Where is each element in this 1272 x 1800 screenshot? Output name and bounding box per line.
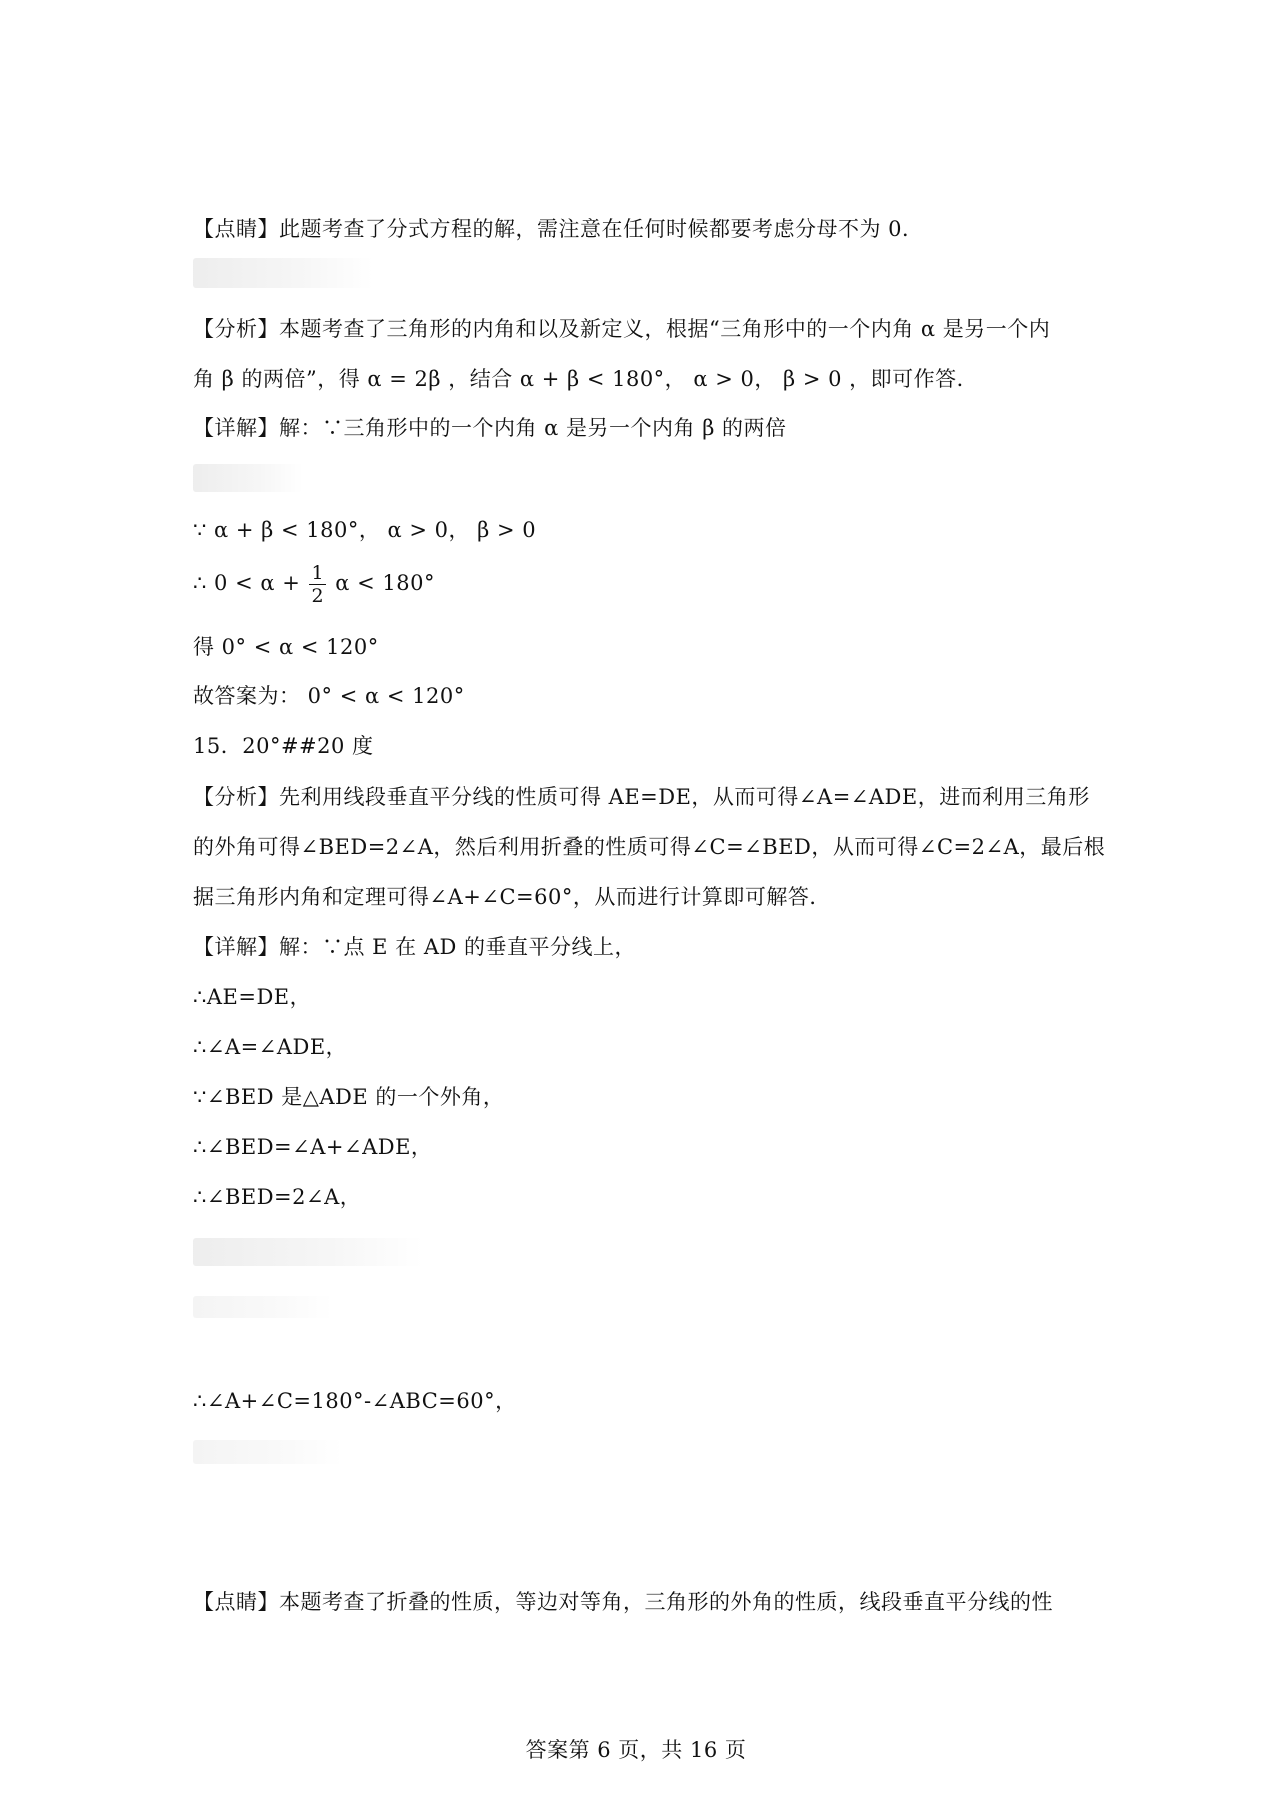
fraction-one-half — [309, 562, 326, 607]
fraction-numerator: 1 — [311, 562, 325, 584]
math-line-2 — [193, 562, 435, 607]
fraction-denominator: 2 — [311, 585, 325, 607]
detail-15-line-1: 【详解】解：∵点 E 在 AD 的垂直平分线上， — [193, 935, 637, 959]
detail-line-1: 【详解】解：∵三角形中的一个内角 α 是另一个内角 β 的两倍 — [193, 416, 787, 440]
note-15-line-1: 【点睛】本题考查了折叠的性质，等边对等角，三角形的外角的性质，线段垂直平分线的性 — [193, 1590, 1053, 1614]
redacted-smudge — [193, 1440, 343, 1464]
detail-15-line-2: ∴AE=DE， — [193, 985, 312, 1009]
detail-15-line-4: ∵∠BED 是△ADE 的一个外角， — [193, 1085, 505, 1109]
redacted-smudge — [193, 1238, 423, 1266]
redacted-smudge — [193, 258, 373, 288]
analysis-15-line-2: 的外角可得∠BED=2∠A，然后利用折叠的性质可得∠C=∠BED，从而可得∠C=2∠A，最后根 — [193, 835, 1106, 859]
note-line-1: 【点睛】此题考查了分式方程的解，需注意在任何时候都要考虑分母不为 0． — [193, 217, 924, 241]
math-line-2-suffix: α < 180° — [335, 571, 435, 595]
math-line-2-prefix: ∴ 0 < α + — [193, 571, 301, 595]
detail-15-line-7: ∴∠A+∠C=180°-∠ABC=60°， — [193, 1389, 517, 1413]
math-line-1: ∵ α + β < 180°， α > 0， β > 0 — [193, 518, 537, 542]
question-15-answer: 15．20°##20 度 — [193, 734, 374, 758]
answer-line: 故答案为： 0° < α < 120° — [193, 684, 465, 708]
analysis-line-2: 角 β 的两倍”，得 α = 2β ，结合 α + β < 180°， α > 0， β > 0 ，即可作答． — [193, 367, 979, 391]
analysis-15-line-3: 据三角形内角和定理可得∠A+∠C=60°，从而进行计算即可解答． — [193, 885, 831, 909]
detail-15-line-3: ∴∠A=∠ADE， — [193, 1035, 348, 1059]
analysis-15-line-1: 【分析】先利用线段垂直平分线的性质可得 AE=DE，从而可得∠A=∠ADE，进而利用三角形 — [193, 785, 1090, 809]
redacted-smudge — [193, 1296, 333, 1318]
detail-15-line-6: ∴∠BED=2∠A， — [193, 1185, 362, 1209]
math-line-3: 得 0° < α < 120° — [193, 635, 379, 659]
detail-15-line-5: ∴∠BED=∠A+∠ADE， — [193, 1135, 433, 1159]
analysis-line-1: 【分析】本题考查了三角形的内角和以及新定义，根据“三角形中的一个内角 α 是另一个内 — [193, 317, 1051, 341]
page-footer: 答案第 6 页，共 16 页 — [525, 1738, 747, 1762]
redacted-smudge — [193, 464, 303, 492]
